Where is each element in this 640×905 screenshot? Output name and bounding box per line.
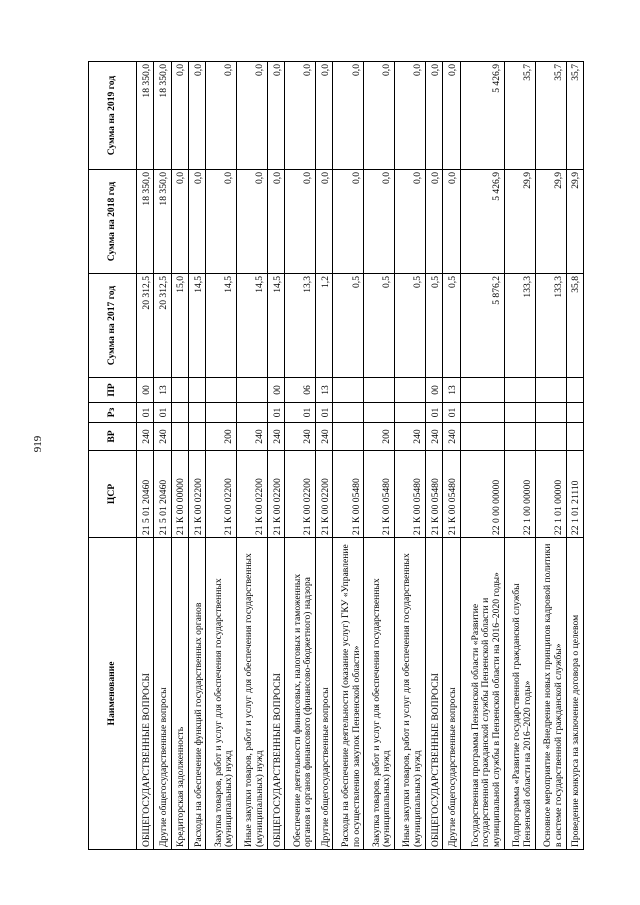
cell-sum-2018: 0,0 bbox=[171, 170, 188, 274]
cell-sum-2017: 35,8 bbox=[566, 274, 583, 378]
cell-csr: 21 К 00 05480 bbox=[395, 451, 426, 538]
cell-name: Закупка товаров, работ и услуг для обеспечения государственных (муниципальных) нужд bbox=[206, 538, 237, 850]
cell-name: Государственная программа Пензенской области «Развитие государственной гражданской службы Пензенской области и муниципальной службы в Пензенской области на 2016–2020 годы» bbox=[460, 538, 504, 850]
cell-vr: 240 bbox=[316, 423, 333, 451]
table-row bbox=[395, 62, 426, 850]
cell-name: Расходы на обеспечение функций государственных органов bbox=[188, 538, 205, 850]
cell-sum-2018: 0,0 bbox=[285, 170, 316, 274]
cell-vr: 200 bbox=[364, 423, 395, 451]
cell-sum-2019: 0,0 bbox=[333, 62, 364, 170]
cell-pr: 13 bbox=[316, 378, 333, 403]
cell-vr bbox=[460, 423, 504, 451]
cell-sum-2017: 0,5 bbox=[425, 274, 442, 378]
cell-vr bbox=[333, 423, 364, 451]
cell-sum-2018: 29,9 bbox=[504, 170, 535, 274]
cell-rz bbox=[460, 403, 504, 423]
header-csr: ЦСР bbox=[89, 451, 137, 538]
cell-csr: 21 К 00 00000 bbox=[171, 451, 188, 538]
cell-name: Другие общегосударственные вопросы bbox=[316, 538, 333, 850]
cell-sum-2019: 35,7 bbox=[535, 62, 566, 170]
cell-sum-2018: 0,0 bbox=[443, 170, 460, 274]
table-container bbox=[88, 62, 584, 850]
cell-pr: 13 bbox=[443, 378, 460, 403]
cell-rz: 01 bbox=[443, 403, 460, 423]
cell-name: Другие общегосударственные вопросы bbox=[154, 538, 171, 850]
cell-sum-2018: 5 426,9 bbox=[460, 170, 504, 274]
header-sum-2017: Сумма на 2017 год bbox=[89, 274, 137, 378]
cell-sum-2017: 133,3 bbox=[535, 274, 566, 378]
cell-name: Иные закупки товаров, работ и услуг для обеспечения государственных (муниципальных) нужд bbox=[237, 538, 268, 850]
cell-csr: 21 К 00 02200 bbox=[285, 451, 316, 538]
cell-sum-2019: 0,0 bbox=[237, 62, 268, 170]
cell-rz bbox=[566, 403, 583, 423]
cell-sum-2019: 35,7 bbox=[566, 62, 583, 170]
cell-csr: 21 5 01 20460 bbox=[137, 451, 154, 538]
cell-pr: 00 bbox=[425, 378, 442, 403]
cell-sum-2017: 133,3 bbox=[504, 274, 535, 378]
cell-name: ОБЩЕГОСУДАРСТВЕННЫЕ ВОПРОСЫ bbox=[425, 538, 442, 850]
cell-sum-2017: 14,5 bbox=[188, 274, 205, 378]
cell-vr: 200 bbox=[206, 423, 237, 451]
cell-sum-2018: 0,0 bbox=[395, 170, 426, 274]
cell-vr: 240 bbox=[237, 423, 268, 451]
cell-rz bbox=[171, 403, 188, 423]
cell-vr: 240 bbox=[137, 423, 154, 451]
cell-sum-2018: 0,0 bbox=[316, 170, 333, 274]
cell-pr bbox=[460, 378, 504, 403]
cell-sum-2017: 14,5 bbox=[206, 274, 237, 378]
cell-csr: 21 К 00 02200 bbox=[316, 451, 333, 538]
cell-csr: 22 1 00 00000 bbox=[504, 451, 535, 538]
cell-name: Другие общегосударственные вопросы bbox=[443, 538, 460, 850]
cell-vr bbox=[188, 423, 205, 451]
cell-sum-2018: 29,9 bbox=[566, 170, 583, 274]
header-sum-2019: Сумма на 2019 год bbox=[89, 62, 137, 170]
cell-name: Проведение конкурса на заключение договора о целевом bbox=[566, 538, 583, 850]
table-row bbox=[237, 62, 268, 850]
cell-name: Основное мероприятие «Внедрение новых принципов кадровой политики в системе государственной гражданской службы» bbox=[535, 538, 566, 850]
cell-csr: 21 К 00 05480 bbox=[425, 451, 442, 538]
cell-sum-2017: 0,5 bbox=[333, 274, 364, 378]
cell-rz bbox=[188, 403, 205, 423]
cell-rz: 01 bbox=[154, 403, 171, 423]
cell-csr: 21 К 00 05480 bbox=[443, 451, 460, 538]
cell-name: Расходы на обеспечение деятельности (оказание услуг) ГКУ «Управление по осуществлению закупок Пензенской области» bbox=[333, 538, 364, 850]
cell-csr: 21 К 00 02200 bbox=[206, 451, 237, 538]
cell-sum-2017: 14,5 bbox=[267, 274, 284, 378]
cell-sum-2018: 18 350,0 bbox=[137, 170, 154, 274]
cell-rz: 01 bbox=[316, 403, 333, 423]
table-row bbox=[137, 62, 154, 850]
cell-pr: 00 bbox=[137, 378, 154, 403]
cell-sum-2017: 20 312,5 bbox=[154, 274, 171, 378]
cell-sum-2017: 5 876,2 bbox=[460, 274, 504, 378]
table-row bbox=[364, 62, 395, 850]
cell-name: Иные закупки товаров, работ и услуг для обеспечения государственных (муниципальных) нужд bbox=[395, 538, 426, 850]
cell-sum-2018: 0,0 bbox=[333, 170, 364, 274]
cell-sum-2018: 18 350,0 bbox=[154, 170, 171, 274]
cell-sum-2019: 0,0 bbox=[206, 62, 237, 170]
cell-rz bbox=[535, 403, 566, 423]
cell-pr: 00 bbox=[267, 378, 284, 403]
cell-csr: 21 К 00 05480 bbox=[364, 451, 395, 538]
cell-rz bbox=[504, 403, 535, 423]
cell-pr bbox=[206, 378, 237, 403]
cell-csr: 21 К 00 02200 bbox=[237, 451, 268, 538]
header-rz: Рз bbox=[89, 403, 137, 423]
table-row bbox=[460, 62, 504, 850]
cell-name: Закупка товаров, работ и услуг для обеспечения государственных (муниципальных) нужд bbox=[364, 538, 395, 850]
cell-rz bbox=[237, 403, 268, 423]
cell-name: Подпрограмма «Развитие государственной гражданской службы Пензенской области на 2016–2020 годы» bbox=[504, 538, 535, 850]
cell-csr: 21 К 00 02200 bbox=[267, 451, 284, 538]
cell-sum-2019: 35,7 bbox=[504, 62, 535, 170]
cell-pr bbox=[504, 378, 535, 403]
cell-sum-2019: 0,0 bbox=[316, 62, 333, 170]
cell-sum-2019: 0,0 bbox=[395, 62, 426, 170]
header-pr: ПР bbox=[89, 378, 137, 403]
cell-vr bbox=[171, 423, 188, 451]
table-row bbox=[316, 62, 333, 850]
cell-sum-2019: 18 350,0 bbox=[154, 62, 171, 170]
table-row bbox=[171, 62, 188, 850]
cell-rz bbox=[395, 403, 426, 423]
cell-name: Кредиторская задолженность bbox=[171, 538, 188, 850]
table-row bbox=[566, 62, 583, 850]
cell-name: ОБЩЕГОСУДАРСТВЕННЫЕ ВОПРОСЫ bbox=[267, 538, 284, 850]
cell-vr: 240 bbox=[285, 423, 316, 451]
cell-sum-2017: 13,3 bbox=[285, 274, 316, 378]
cell-sum-2017: 0,5 bbox=[395, 274, 426, 378]
table-row bbox=[267, 62, 284, 850]
cell-sum-2018: 0,0 bbox=[425, 170, 442, 274]
cell-sum-2019: 0,0 bbox=[443, 62, 460, 170]
table-row bbox=[188, 62, 205, 850]
cell-sum-2019: 0,0 bbox=[267, 62, 284, 170]
cell-sum-2018: 0,0 bbox=[188, 170, 205, 274]
table-row bbox=[285, 62, 316, 850]
table-row bbox=[443, 62, 460, 850]
cell-sum-2017: 15,0 bbox=[171, 274, 188, 378]
cell-csr: 22 1 01 21110 bbox=[566, 451, 583, 538]
cell-rz bbox=[206, 403, 237, 423]
cell-vr: 240 bbox=[395, 423, 426, 451]
cell-pr bbox=[566, 378, 583, 403]
cell-rz: 01 bbox=[285, 403, 316, 423]
cell-vr bbox=[566, 423, 583, 451]
table-header-row bbox=[89, 62, 137, 850]
cell-rz bbox=[333, 403, 364, 423]
cell-csr: 22 1 01 00000 bbox=[535, 451, 566, 538]
cell-csr: 22 0 00 00000 bbox=[460, 451, 504, 538]
header-vr: ВР bbox=[89, 423, 137, 451]
cell-sum-2018: 0,0 bbox=[206, 170, 237, 274]
cell-csr: 21 К 00 05480 bbox=[333, 451, 364, 538]
cell-pr: 06 bbox=[285, 378, 316, 403]
cell-vr: 240 bbox=[267, 423, 284, 451]
table-row bbox=[206, 62, 237, 850]
cell-sum-2019: 0,0 bbox=[425, 62, 442, 170]
cell-pr bbox=[364, 378, 395, 403]
cell-rz bbox=[364, 403, 395, 423]
cell-rz: 01 bbox=[267, 403, 284, 423]
table-row bbox=[425, 62, 442, 850]
cell-vr bbox=[504, 423, 535, 451]
table-row bbox=[154, 62, 171, 850]
cell-sum-2019: 5 426,9 bbox=[460, 62, 504, 170]
cell-csr: 21 5 01 20460 bbox=[154, 451, 171, 538]
cell-sum-2019: 0,0 bbox=[171, 62, 188, 170]
page-number: 919 bbox=[32, 435, 44, 453]
cell-sum-2017: 20 312,5 bbox=[137, 274, 154, 378]
cell-pr bbox=[395, 378, 426, 403]
cell-vr: 240 bbox=[154, 423, 171, 451]
cell-sum-2017: 0,5 bbox=[443, 274, 460, 378]
cell-pr bbox=[237, 378, 268, 403]
table-row bbox=[535, 62, 566, 850]
cell-sum-2017: 0,5 bbox=[364, 274, 395, 378]
cell-sum-2019: 0,0 bbox=[364, 62, 395, 170]
cell-pr bbox=[333, 378, 364, 403]
cell-sum-2018: 0,0 bbox=[364, 170, 395, 274]
cell-rz: 01 bbox=[137, 403, 154, 423]
cell-rz: 01 bbox=[425, 403, 442, 423]
table-row bbox=[504, 62, 535, 850]
cell-sum-2019: 18 350,0 bbox=[137, 62, 154, 170]
budget-table bbox=[88, 61, 584, 850]
cell-sum-2019: 0,0 bbox=[188, 62, 205, 170]
cell-vr: 240 bbox=[443, 423, 460, 451]
cell-sum-2018: 0,0 bbox=[237, 170, 268, 274]
cell-pr bbox=[535, 378, 566, 403]
cell-vr bbox=[535, 423, 566, 451]
cell-name: Обеспечение деятельности финансовых, налоговых и таможенных органов и органов финансового (финансово-бюджетного) надзора bbox=[285, 538, 316, 850]
cell-vr: 240 bbox=[425, 423, 442, 451]
cell-sum-2018: 29,9 bbox=[535, 170, 566, 274]
cell-sum-2018: 0,0 bbox=[267, 170, 284, 274]
cell-sum-2017: 1,2 bbox=[316, 274, 333, 378]
table-row bbox=[333, 62, 364, 850]
header-name: Наименование bbox=[89, 538, 137, 850]
cell-pr: 13 bbox=[154, 378, 171, 403]
cell-pr bbox=[188, 378, 205, 403]
cell-pr bbox=[171, 378, 188, 403]
cell-csr: 21 К 00 02200 bbox=[188, 451, 205, 538]
cell-sum-2017: 14,5 bbox=[237, 274, 268, 378]
header-sum-2018: Сумма на 2018 год bbox=[89, 170, 137, 274]
cell-sum-2019: 0,0 bbox=[285, 62, 316, 170]
cell-name: ОБЩЕГОСУДАРСТВЕННЫЕ ВОПРОСЫ bbox=[137, 538, 154, 850]
